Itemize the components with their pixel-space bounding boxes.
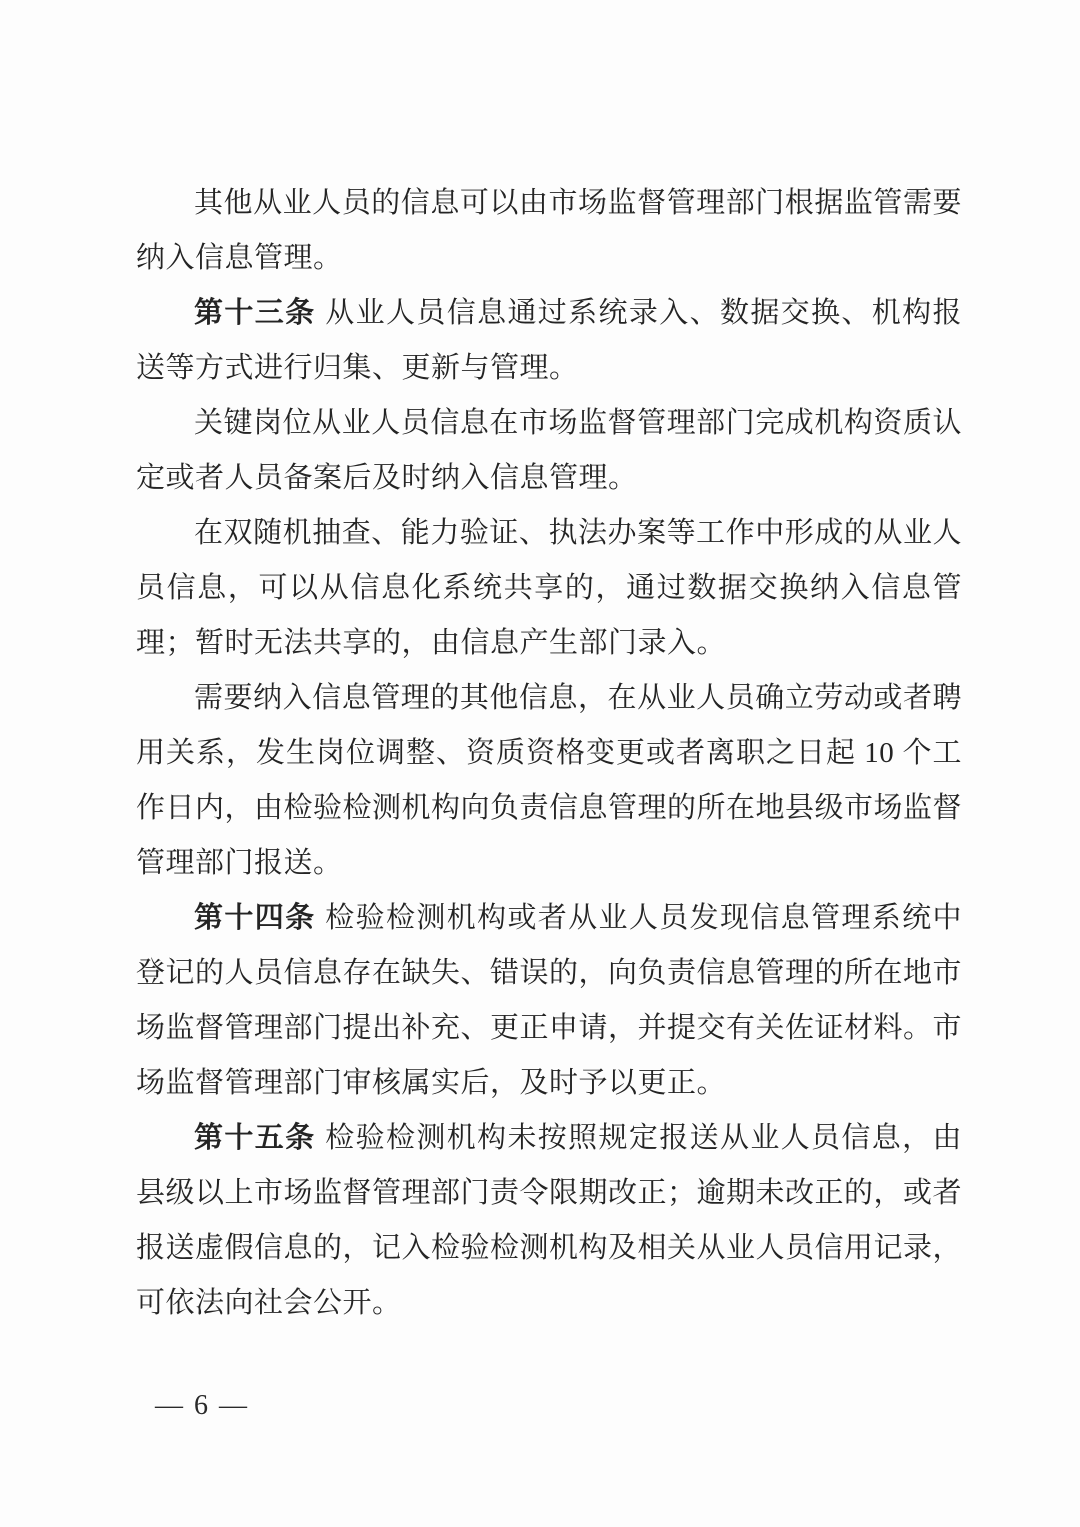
paragraph [136, 506, 962, 671]
paragraph-text: 关键岗位从业人员信息在市场监督管理部门完成机构资质认定或者人员备案后及时纳入信息管理。 [136, 407, 962, 494]
paragraph-text: 需要纳入信息管理的其他信息，在从业人员确立劳动或者聘用关系，发生岗位调整、资质资格变更或者离职之日起 10 个工作日内，由检验检测机构向负责信息管理的所在地县级市场监督管理部门报送。 [136, 682, 963, 879]
article-number: 第十五条 [194, 1122, 316, 1154]
document-body [136, 176, 962, 1331]
paragraph [136, 1111, 962, 1331]
page-number: — 6 — [155, 1390, 249, 1421]
article-number: 第十三条 [194, 297, 316, 329]
paragraph [136, 396, 962, 506]
article-number: 第十四条 [194, 902, 316, 934]
paragraph-text: 在双随机抽查、能力验证、执法办案等工作中形成的从业人员信息，可以从信息化系统共享的，通过数据交换纳入信息管理；暂时无法共享的，由信息产生部门录入。 [136, 517, 962, 659]
paragraph [136, 286, 962, 396]
paragraph [136, 671, 962, 891]
paragraph-text: 从业人员信息通过系统录入、数据交换、机构报送等方式进行归集、更新与管理。 [136, 297, 962, 384]
paragraph-text: 其他从业人员的信息可以由市场监督管理部门根据监管需要纳入信息管理。 [136, 187, 962, 274]
paragraph-text: 检验检测机构或者从业人员发现信息管理系统中登记的人员信息存在缺失、错误的，向负责信息管理的所在地市场监督管理部门提出补充、更正申请，并提交有关佐证材料。市场监督管理部门审核属实后，及时予以更正。 [136, 902, 963, 1099]
paragraph [136, 891, 962, 1111]
paragraph [136, 176, 962, 286]
paragraph-text: 检验检测机构未按照规定报送从业人员信息，由县级以上市场监督管理部门责令限期改正；逾期未改正的，或者报送虚假信息的，记入检验检测机构及相关从业人员信用记录，可依法向社会公开。 [136, 1122, 963, 1319]
